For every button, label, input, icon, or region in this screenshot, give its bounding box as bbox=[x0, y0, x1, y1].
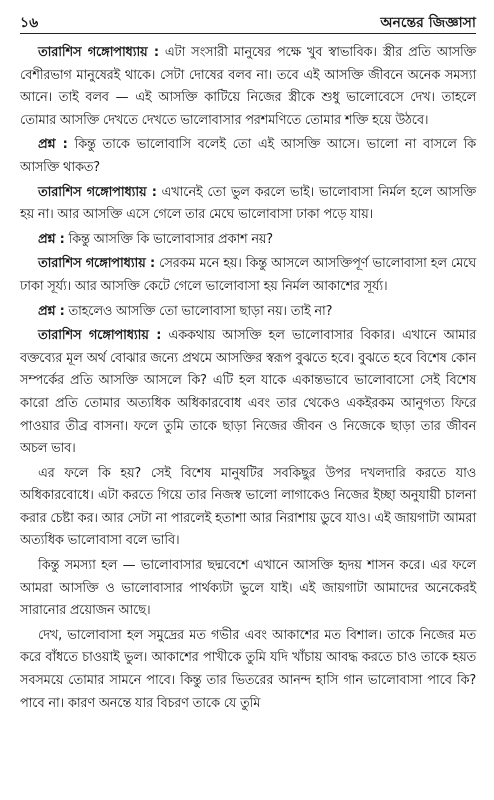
speaker-label: প্রশ্ন : bbox=[38, 231, 65, 247]
page-number: ১৬ bbox=[20, 15, 39, 31]
paragraph bbox=[20, 625, 476, 715]
speaker-label: প্রশ্ন : bbox=[38, 137, 68, 153]
paragraph bbox=[20, 555, 476, 623]
paragraph bbox=[20, 134, 476, 179]
paragraph bbox=[20, 42, 476, 132]
paragraph-text: তাহলেও আসক্তি তো ভালোবাসা ছাড়া নয়। তাই না? bbox=[64, 303, 333, 319]
paragraph-text: সেরকম মনে হয়। কিন্তু আসলে আসক্তিপূর্ণ ভালোবাসা হল মেঘে ঢাকা সূর্য্য। আর আসক্তি কেটে গেলে ভালোবাসা হয় নির্মল আকাশের সূর্য্য। bbox=[20, 256, 477, 294]
paragraph bbox=[20, 463, 476, 553]
running-title: অনন্তের জিজ্ঞাসা bbox=[380, 15, 476, 31]
paragraph-text: দেখ, ভালোবাসা হল সমুদ্রের মত গভীর এবং আকাশের মত বিশাল। তাকে নিজের মত করে বাঁধতে চাওয়াই ভুল। আকাশের পাখীকে তুমি যদি খাঁচায় আবদ্ধ করতে চাও তাকে হয়ত সবসময়ে তোমার সামনে পাবে। কিন্তু তার ভিতরের আনন্দ হাসি গান ভালোবাসা পাবে কি? পাবে না। কারণ অনন্তে যার বিচরণ তাকে যে তুমি bbox=[20, 627, 476, 711]
paragraph bbox=[20, 182, 476, 227]
speaker-label: তারাশিস গঙ্গোপাধ্যায় : bbox=[38, 45, 159, 60]
paragraph-text: কিন্তু সমস্যা হল — ভালোবাসার ছদ্মবেশে এখানে আসক্তি হৃদয় শাসন করে। এর ফলে আমরা আসক্তি ও ভালোবাসার পার্থক্যটা ভুলে যাই। এই জায়গাটা আমাদের অনেকেরই সারানোর প্রয়োজন আছে। bbox=[20, 558, 476, 619]
paragraph-text: এর ফলে কি হয়? সেই বিশেষ মানুষটির সবকিছুর উপর দখলদারি করতে যাও অধিকারবোধে। এটা করতে গিয়ে তার নিজস্ব ভালো লাগাকেও নিজের ইচ্ছা অনুযায়ী চালনা করার চেষ্টা কর। আর সেটা না পারলেই হতাশা আর নিরাশায় ডুবে যাও। এই জায়গাটা আমরা অত্যধিক ভালোবাসা বলে ভাবি। bbox=[20, 465, 476, 549]
paragraph-text: এটা সংসারী মানুষের পক্ষে খুব স্বাভাবিক। স্ত্রীর প্রতি আসক্তি বেশীরভাগ মানুষেরই থাকে। সেটা দোষের বলব না। তবে এই আসক্তি জীবনে অনেক সমস্যা আনে। তাই বলব — এই আসক্তি কাটিয়ে নিজের স্ত্রীকে শুধু ভালোবেসে দেখ। তাহলে তোমার আসক্তি দেখতে দেখতে ভালোবাসার পরশমণিতে তোমার শক্তি হয়ে উঠবে। bbox=[20, 45, 476, 128]
paragraph-text: কিন্তু তাকে ভালোবাসি বলেই তো এই আসক্তি আসে। ভালো না বাসলে কি আসক্তি থাকত? bbox=[20, 137, 477, 175]
page-body bbox=[20, 42, 476, 715]
paragraph bbox=[20, 301, 476, 324]
page-header bbox=[20, 6, 476, 34]
speaker-label: প্রশ্ন : bbox=[38, 303, 65, 319]
speaker-label: তারাশিস গঙ্গোপাধ্যায় : bbox=[38, 256, 155, 272]
paragraph bbox=[20, 253, 476, 298]
speaker-label: তারাশিস গঙ্গোপাধ্যায় : bbox=[38, 328, 162, 344]
paragraph-text: এককথায় আসক্তি হল ভালোবাসার বিকার। এখানে আমার বক্তব্যের মূল অর্থ বোঝার জন্যে প্রথমে আসক্তির স্বরূপ বুঝতে হবে। বুঝতে হবে বিশেষ কোন সম্পর্কের প্রতি আসক্তি আসলে কি? এটি হল যাকে একান্তভাবে ভালোবাসো সেই বিশেষ কারো প্রতি তোমার অত্যধিক অধিকারবোধ এবং তার থেকেও একইরকম আনুগত্য ফিরে পাওয়ার তীব্র বাসনা। ফলে তুমি তাকে ছাড়া নিজের জীবন ও নিজেকে ছাড়া তার জীবন অচল ভাব। bbox=[20, 328, 477, 457]
paragraph bbox=[20, 325, 476, 461]
paragraph-text: কিন্তু আসক্তি কি ভালোবাসার প্রকাশ নয়? bbox=[64, 231, 273, 247]
paragraph bbox=[20, 229, 476, 252]
speaker-label: তারাশিস গঙ্গোপাধ্যায় : bbox=[38, 184, 157, 200]
paragraph-text: এখানেই তো ভুল করলে ভাই। ভালোবাসা নির্মল হলে আসক্তি হয় না। আর আসক্তি এসে গেলে তার মেঘে ভালোবাসা ঢাকা পড়ে যায়। bbox=[20, 184, 476, 223]
